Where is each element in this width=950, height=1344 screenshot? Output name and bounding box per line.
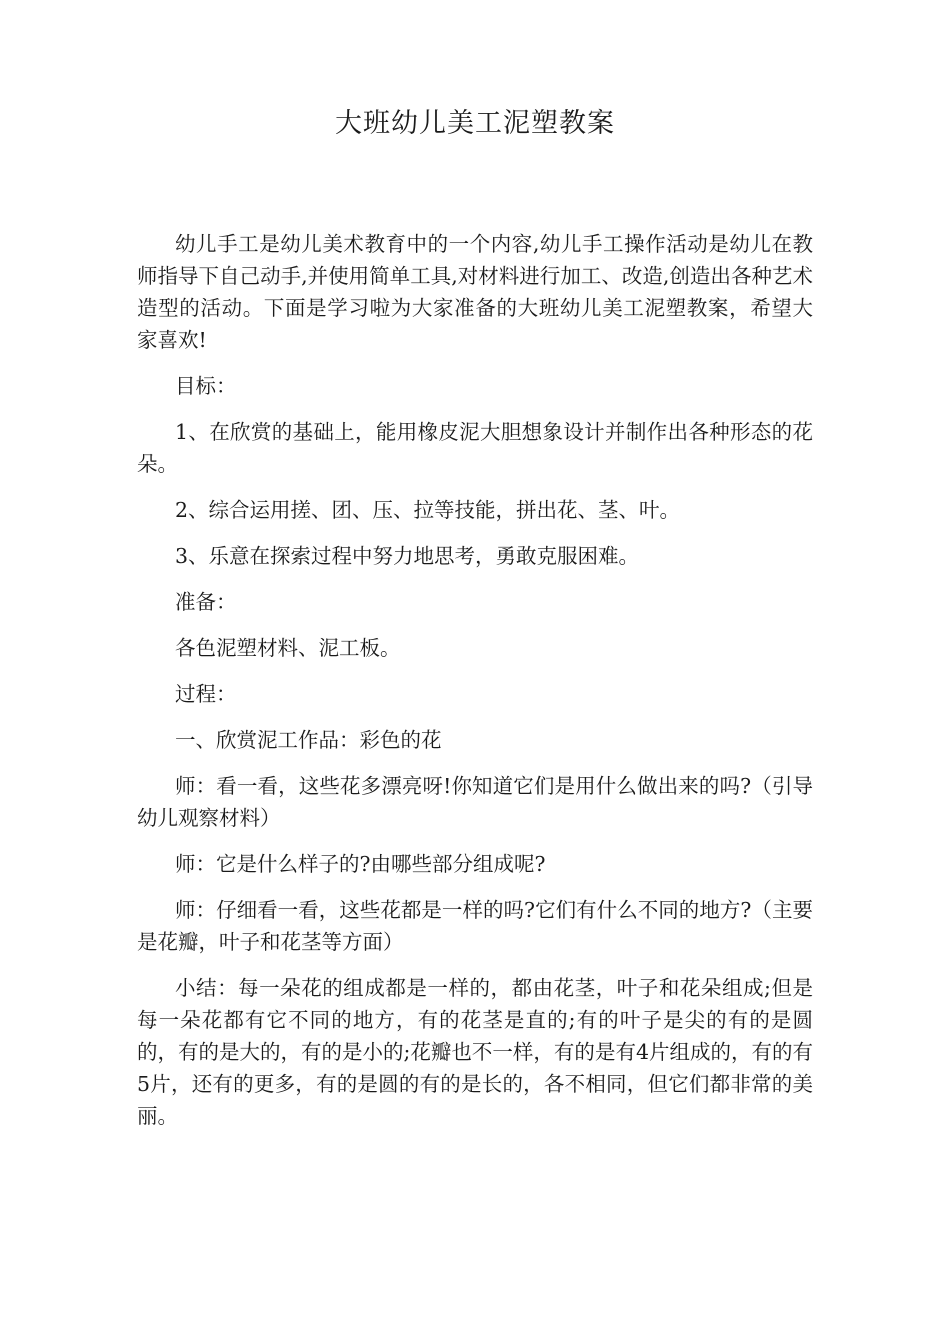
goal-item-2: 2、综合运用搓、团、压、拉等技能，拼出花、茎、叶。 (175, 498, 681, 522)
section-heading-goals: 目标： (175, 374, 237, 398)
goal-item-1: 1、在欣赏的基础上，能用橡皮泥大胆想象设计并制作出各种形态的花朵。 (137, 420, 813, 476)
goal-item-3: 3、乐意在探索过程中努力地思考，勇敢克服困难。 (175, 544, 640, 568)
summary-paragraph: 小结：每一朵花的组成都是一样的，都由花茎，叶子和花朵组成;但是每一朵花都有它不同的地方，有的花茎是直的;有的叶子是尖的有的是圆的，有的是大的，有的是小的;花瓣也不一样，有的是有4片组成的，有的有5片，还有的更多，有的是圆的有的是长的，各不相同，但它们都非常的美丽。 (137, 976, 813, 1128)
preparation-text: 各色泥塑材料、泥工板。 (175, 636, 401, 660)
document-title: 大班幼儿美工泥塑教案 (335, 108, 615, 139)
teacher-line-1: 师：看一看，这些花多漂亮呀!你知道它们是用什么做出来的吗?（引导幼儿观察材料） (137, 774, 813, 830)
process-step-1: 一、欣赏泥工作品：彩色的花 (175, 728, 442, 752)
document-body (137, 228, 813, 1146)
intro-paragraph: 幼儿手工是幼儿美术教育中的一个内容,幼儿手工操作活动是幼儿在教师指导下自己动手,并使用简单工具,对材料进行加工、改造,创造出各种艺术造型的活动。下面是学习啦为大家准备的大班幼儿美工泥塑教案，希望大家喜欢! (137, 232, 813, 352)
teacher-line-2: 师：它是什么样子的?由哪些部分组成呢? (175, 852, 546, 876)
section-heading-process: 过程： (175, 682, 237, 706)
teacher-line-3: 师：仔细看一看，这些花都是一样的吗?它们有什么不同的地方?（主要是花瓣，叶子和花茎等方面） (137, 898, 813, 954)
section-heading-preparation: 准备： (175, 590, 237, 614)
